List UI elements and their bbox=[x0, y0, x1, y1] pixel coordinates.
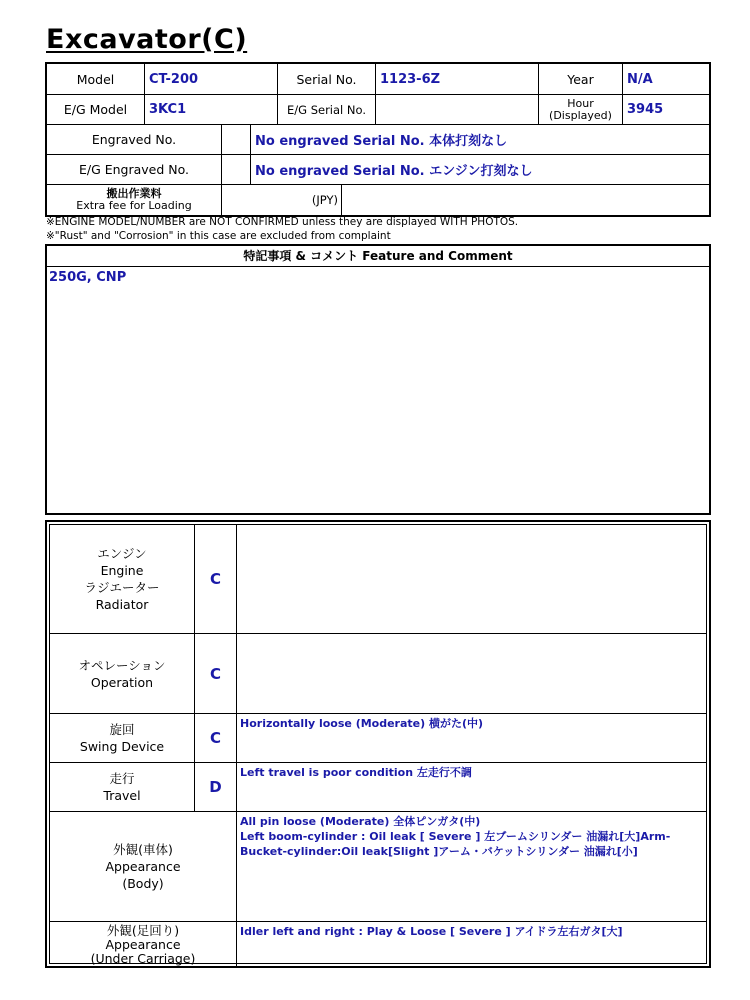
label-line: Swing Device bbox=[79, 739, 165, 754]
condition-label bbox=[50, 714, 195, 762]
extra-fee-label-jp: 搬出作業料 bbox=[106, 187, 162, 200]
label-line: Appearance bbox=[105, 859, 181, 874]
hour-label bbox=[539, 95, 623, 124]
comment-line: All pin loose (Moderate) 全体ピンガタ(中) bbox=[240, 815, 481, 828]
eg-engraved-value: No engraved Serial No. エンジン打刻なし bbox=[255, 164, 533, 179]
label-line: Travel bbox=[103, 788, 141, 803]
condition-row-operation bbox=[50, 634, 706, 714]
extra-fee-currency: (JPY) bbox=[222, 185, 342, 215]
label-line: (Under Carriage) bbox=[90, 950, 196, 966]
label-line: 旋回 bbox=[109, 722, 135, 737]
condition-label bbox=[50, 525, 195, 633]
condition-row-appearance-undercarriage bbox=[50, 922, 706, 967]
feature-comment-box bbox=[45, 244, 711, 515]
comment-line: Horizontally loose (Moderate) 横がた(中) bbox=[240, 717, 484, 730]
label-line: ラジエーター bbox=[84, 580, 160, 595]
comment-line: Left travel is poor condition 左走行不調 bbox=[240, 766, 472, 779]
condition-label bbox=[50, 634, 195, 713]
condition-grade: D bbox=[195, 763, 237, 811]
condition-row-travel bbox=[50, 763, 706, 812]
engraved-label: Engraved No. bbox=[47, 125, 222, 154]
engine-note: ※ENGINE MODEL/NUMBER are NOT CONFIRMED unless they are displayed WITH PHOTOS. bbox=[46, 216, 519, 228]
serial-value: 1123-6Z bbox=[376, 64, 539, 94]
condition-comment bbox=[237, 525, 706, 633]
condition-row-engine bbox=[50, 525, 706, 634]
model-value: CT-200 bbox=[145, 64, 278, 94]
rust-note: ※"Rust" and "Corrosion" in this case are excluded from complaint bbox=[46, 230, 391, 242]
info-row-eg-engraved bbox=[47, 155, 709, 185]
condition-label bbox=[50, 812, 237, 921]
info-row-extra-fee bbox=[47, 185, 709, 215]
condition-comment bbox=[237, 922, 706, 967]
condition-grade: C bbox=[195, 714, 237, 762]
hour-label-line2: (Displayed) bbox=[549, 108, 612, 122]
extra-fee-value bbox=[342, 185, 709, 215]
info-row-eg-model bbox=[47, 95, 709, 125]
page-title: Excavator(C) bbox=[46, 24, 248, 55]
label-line: 外観(車体) bbox=[113, 842, 173, 857]
info-row-model bbox=[47, 64, 709, 95]
eg-serial-value bbox=[376, 95, 539, 124]
feature-comment-header: 特記事項 & コメント Feature and Comment bbox=[47, 246, 709, 267]
condition-row-swing bbox=[50, 714, 706, 763]
extra-fee-label-en: Extra fee for Loading bbox=[76, 199, 192, 212]
hour-value: 3945 bbox=[627, 102, 664, 117]
label-line: Engine bbox=[100, 563, 144, 578]
label-line: 外観(足回り) bbox=[106, 922, 180, 938]
condition-row-appearance-body bbox=[50, 812, 706, 922]
label-line: 走行 bbox=[109, 771, 135, 786]
label-line: Appearance bbox=[105, 936, 181, 952]
feature-comment-text: 250G, CNP bbox=[49, 270, 127, 285]
eg-model-value: 3KC1 bbox=[145, 95, 278, 124]
label-line: (Body) bbox=[122, 876, 164, 891]
condition-comment bbox=[237, 714, 706, 762]
extra-fee-label bbox=[47, 185, 222, 215]
condition-table bbox=[45, 520, 711, 968]
info-row-engraved bbox=[47, 125, 709, 155]
eg-serial-label: E/G Serial No. bbox=[278, 95, 376, 124]
hour-label-line1: Hour bbox=[567, 96, 594, 110]
comment-line: Idler left and right : Play & Loose [ Severe ] アイドラ左右ガタ[大] bbox=[240, 925, 623, 938]
machine-info-table bbox=[45, 62, 711, 217]
year-label: Year bbox=[539, 64, 623, 94]
condition-comment bbox=[237, 812, 706, 921]
condition-label bbox=[50, 763, 195, 811]
condition-comment bbox=[237, 634, 706, 713]
condition-label bbox=[50, 922, 237, 967]
year-value: N/A bbox=[627, 71, 653, 87]
condition-grade: C bbox=[195, 525, 237, 633]
eg-engraved-label: E/G Engraved No. bbox=[47, 155, 222, 184]
label-line: Radiator bbox=[95, 597, 149, 612]
engraved-check-cell bbox=[222, 125, 251, 154]
eg-model-label: E/G Model bbox=[47, 95, 145, 124]
comment-line: Left boom-cylinder : Oil leak [ Severe ] 左ブームシリンダー 油漏れ[大]Arm-Bucket-cylinder:Oil leak[Slight ]アーム・バケットシリンダー 油漏れ[小] bbox=[240, 830, 671, 858]
eg-engraved-check-cell bbox=[222, 155, 251, 184]
serial-label: Serial No. bbox=[278, 64, 376, 94]
condition-grade: C bbox=[195, 634, 237, 713]
model-label: Model bbox=[47, 64, 145, 94]
label-line: オペレーション bbox=[78, 657, 166, 673]
condition-comment bbox=[237, 763, 706, 811]
label-line: エンジン bbox=[97, 546, 147, 561]
engraved-value: No engraved Serial No. 本体打刻なし bbox=[255, 134, 508, 149]
label-line: Operation bbox=[90, 674, 154, 690]
